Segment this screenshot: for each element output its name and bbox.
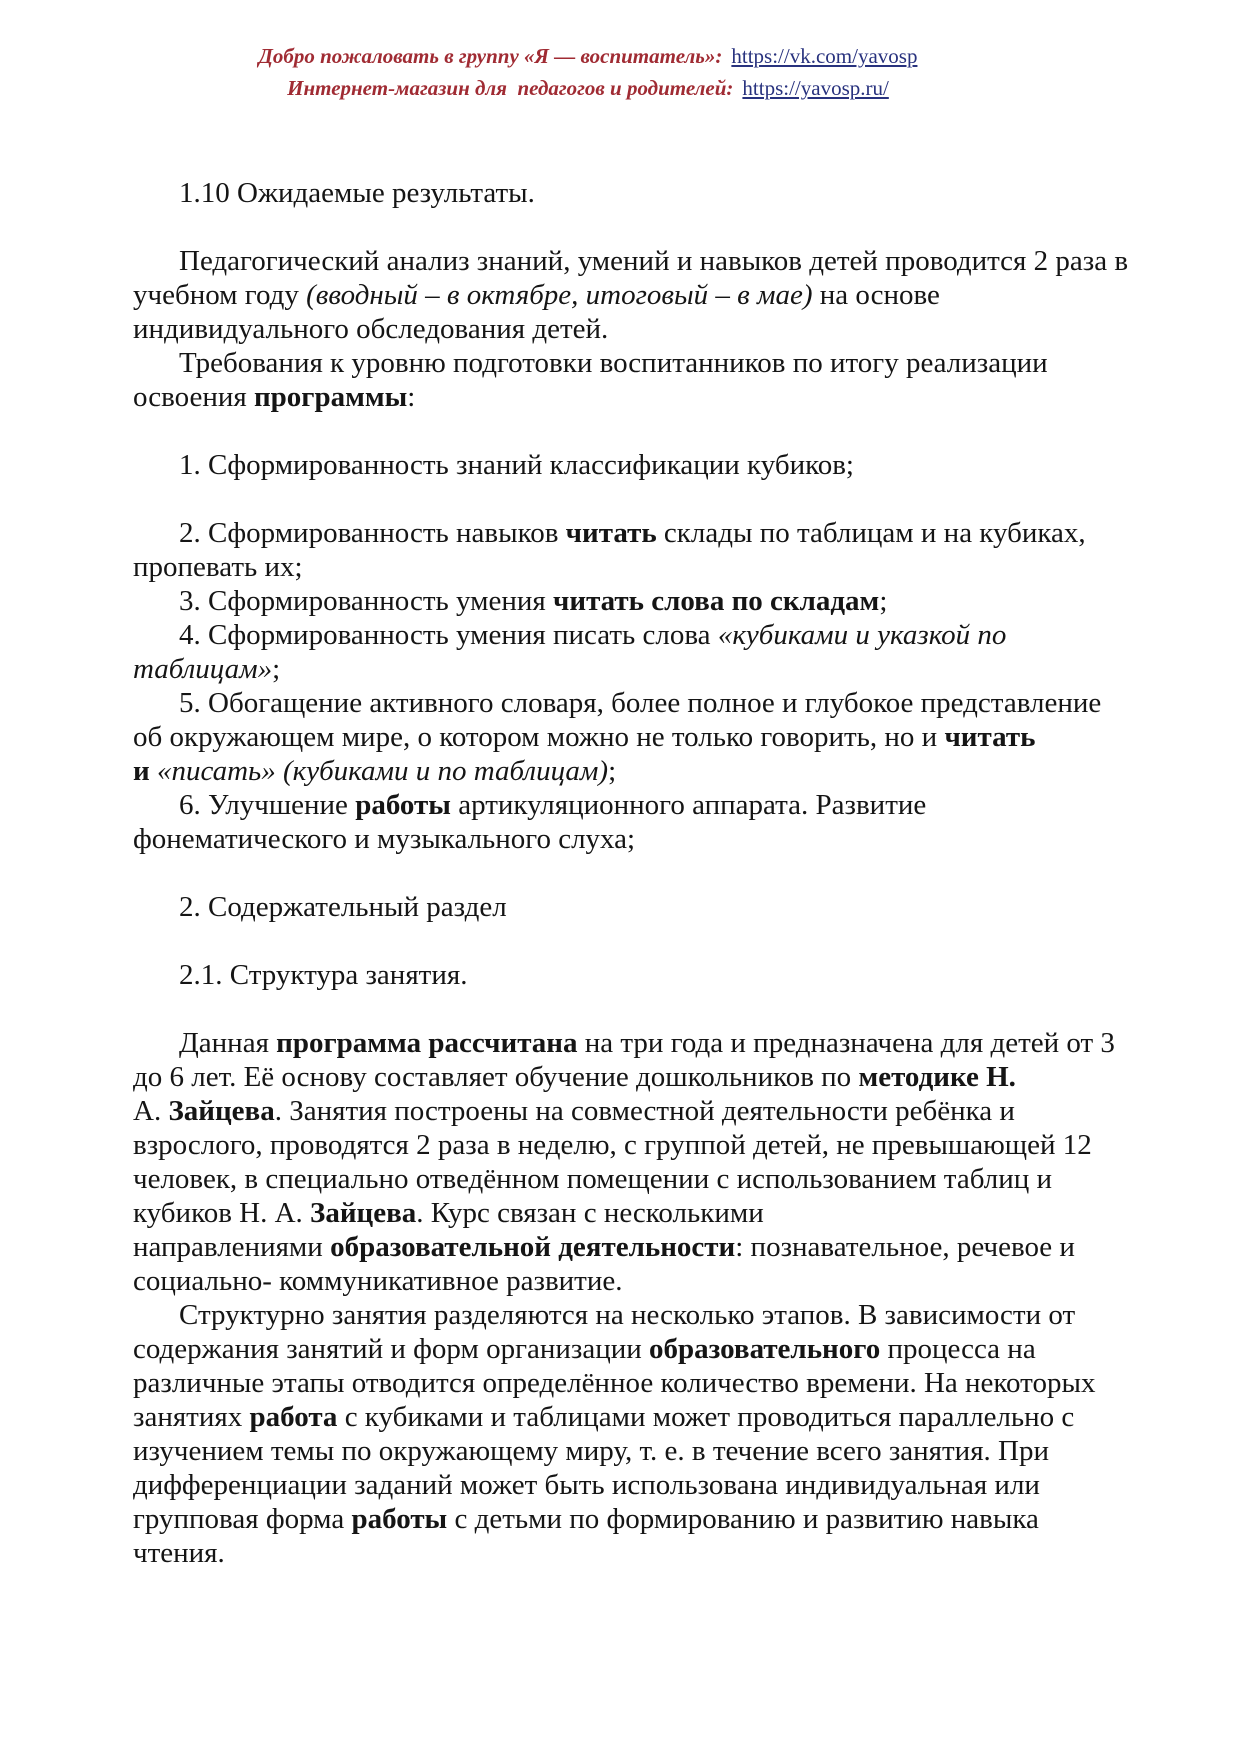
text-run: . Занятия построены на совместной деятельности ребёнка и <box>274 1095 1015 1127</box>
text-run: Требования к уровню подготовки воспитанников по итогу реализации <box>179 347 1048 379</box>
text-run: учебном году <box>133 279 307 311</box>
blank-line <box>133 924 1133 958</box>
header-shop-text: Интернет-магазин для педагогов и родителей: <box>287 76 734 100</box>
text-run: программа рассчитана <box>276 1027 578 1059</box>
text-line <box>133 890 1133 924</box>
blank-line <box>133 414 1133 448</box>
text-run: взрослого, проводятся 2 раза в неделю, с группой детей, не превышающей 12 <box>133 1129 1092 1161</box>
text-run: об окружающем мире, о котором можно не только говорить, но и <box>133 721 945 753</box>
text-run: ; <box>608 755 617 787</box>
text-line <box>133 788 1133 822</box>
text-run: (вводный – в октябре, итоговый – в мае) <box>306 279 813 311</box>
text-line <box>133 176 1133 210</box>
text-line <box>133 652 1133 686</box>
text-run: : <box>407 381 416 413</box>
text-line <box>133 1230 1133 1264</box>
text-line <box>133 686 1133 720</box>
text-line <box>133 1094 1133 1128</box>
text-line <box>133 312 1133 346</box>
text-run: работы <box>355 789 451 821</box>
text-run: образовательной деятельности <box>330 1231 736 1263</box>
blank-line <box>133 482 1133 516</box>
text-line <box>133 380 1133 414</box>
text-line <box>133 754 1133 788</box>
text-run: ; <box>272 653 281 685</box>
text-line <box>133 822 1133 856</box>
text-run: образовательного <box>649 1333 881 1365</box>
document-body <box>133 176 1133 1570</box>
text-run: фонематического и музыкального слуха; <box>133 823 636 855</box>
text-run: программы <box>253 381 408 413</box>
text-run: человек, в специально отведённом помещении с использованием таблиц и <box>133 1163 1053 1195</box>
header-welcome-text: Добро пожаловать в группу «Я — воспитатель»: <box>258 44 723 68</box>
text-line <box>133 1060 1133 1094</box>
header-site-link[interactable]: https://yavosp.ru/ <box>742 76 889 100</box>
text-line <box>133 346 1133 380</box>
text-run: кубиков Н. А. <box>133 1197 311 1229</box>
text-run: групповая форма <box>133 1503 352 1535</box>
blank-line <box>133 210 1133 244</box>
text-run: методике Н. <box>858 1061 1016 1093</box>
text-line <box>133 1298 1133 1332</box>
text-run: работы <box>351 1503 448 1535</box>
text-run: различные этапы отводится определённое количество времени. На некоторых <box>133 1367 1096 1399</box>
blank-line <box>133 992 1133 1026</box>
text-run: 2. Сформированность навыков <box>179 517 566 549</box>
text-run: дифференциации заданий может быть использована индивидуальная или <box>133 1469 1040 1501</box>
text-line <box>133 1196 1133 1230</box>
header-line-shop <box>0 72 1176 104</box>
text-run: А. <box>133 1095 169 1127</box>
text-run: занятиях <box>133 1401 250 1433</box>
text-run <box>150 755 157 787</box>
text-run: освоения <box>133 381 254 413</box>
text-line <box>133 1468 1133 1502</box>
text-line <box>133 1366 1133 1400</box>
text-run: на три года и предназначена для детей от 3 <box>577 1027 1115 1059</box>
text-run: на основе <box>812 279 940 311</box>
page-header <box>0 40 1176 104</box>
text-run: «писать» (кубиками и по таблицам) <box>156 755 609 787</box>
text-line <box>133 1536 1133 1570</box>
text-run: работа <box>249 1401 338 1433</box>
text-run: 6. Улучшение <box>179 789 356 821</box>
text-run: 2.1. Структура занятия. <box>179 959 468 991</box>
text-line <box>133 550 1133 584</box>
text-line <box>133 1502 1133 1536</box>
text-run: 1. Сформированность знаний классификации кубиков; <box>179 449 854 481</box>
text-run: 2. Содержательный раздел <box>179 891 507 923</box>
text-line <box>133 244 1133 278</box>
text-run: 1.10 Ожидаемые результаты. <box>179 177 535 209</box>
text-run: ; <box>879 585 888 617</box>
text-run: 3. Сформированность умения <box>179 585 553 617</box>
text-run: направлениями <box>133 1231 331 1263</box>
text-run: пропевать их; <box>133 551 303 583</box>
text-run: «кубиками и указкой по <box>717 619 1007 651</box>
text-run: артикуляционного аппарата. Развитие <box>450 789 927 821</box>
text-line <box>133 516 1133 550</box>
text-line <box>133 720 1133 754</box>
text-line <box>133 1128 1133 1162</box>
text-run: Зайцева <box>310 1197 417 1229</box>
text-line <box>133 618 1133 652</box>
header-vk-link[interactable]: https://vk.com/yavosp <box>731 44 918 68</box>
text-line <box>133 278 1133 312</box>
text-run: : познавательное, речевое и <box>735 1231 1075 1263</box>
text-run: социально- коммуникативное развитие. <box>133 1265 623 1297</box>
text-line <box>133 958 1133 992</box>
text-run: изучением темы по окружающему миру, т. е. в течение всего занятия. При <box>133 1435 1049 1467</box>
text-run: читать <box>565 517 657 549</box>
text-run: Зайцева <box>168 1095 275 1127</box>
text-run: Данная <box>179 1027 277 1059</box>
text-run: читать <box>944 721 1036 753</box>
text-run: и <box>133 755 150 787</box>
text-line <box>133 1264 1133 1298</box>
text-run: процесса на <box>880 1333 1036 1365</box>
text-line <box>133 1332 1133 1366</box>
text-run: 4. Сформированность умения писать слова <box>179 619 718 651</box>
text-run: Структурно занятия разделяются на несколько этапов. В зависимости от <box>179 1299 1076 1331</box>
text-run: читать слова по складам <box>553 585 880 617</box>
text-line <box>133 584 1133 618</box>
text-line <box>133 1162 1133 1196</box>
text-run: Педагогический анализ знаний, умений и навыков детей проводится 2 раза в <box>179 245 1129 277</box>
text-run: . Курс связан с несколькими <box>416 1197 764 1229</box>
text-run: склады по таблицам и на кубиках, <box>656 517 1086 549</box>
header-line-welcome <box>0 40 1176 72</box>
text-run: таблицам» <box>133 653 273 685</box>
text-line <box>133 1434 1133 1468</box>
text-run: содержания занятий и форм организации <box>133 1333 650 1365</box>
blank-line <box>133 856 1133 890</box>
text-line <box>133 1026 1133 1060</box>
text-run: с кубиками и таблицами может проводиться параллельно с <box>337 1401 1075 1433</box>
text-run: чтения. <box>133 1537 225 1569</box>
text-run: 5. Обогащение активного словаря, более полное и глубокое представление <box>179 687 1102 719</box>
text-run: индивидуального обследования детей. <box>133 313 609 345</box>
text-line <box>133 448 1133 482</box>
text-run: до 6 лет. Её основу составляет обучение дошкольников по <box>133 1061 859 1093</box>
text-line <box>133 1400 1133 1434</box>
text-run: с детьми по формированию и развитию навыка <box>447 1503 1039 1535</box>
